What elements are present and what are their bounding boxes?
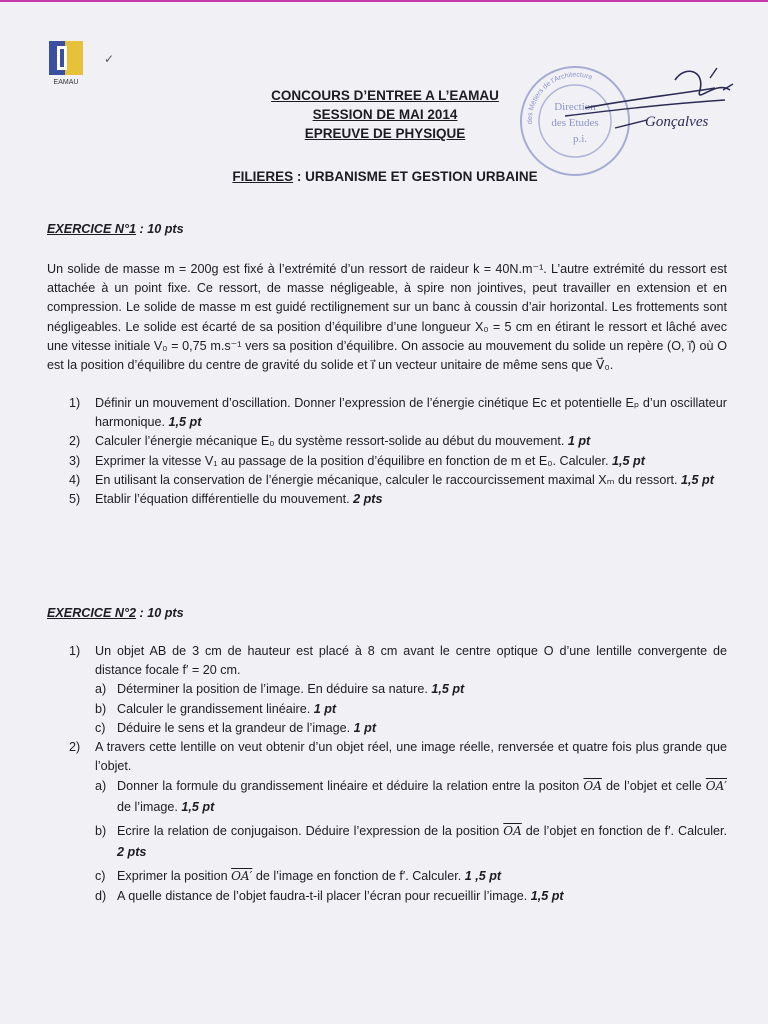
- question-item: [47, 452, 727, 471]
- eamau-logo: [48, 40, 84, 86]
- sub-question-letter: a): [95, 779, 107, 794]
- sub-question-item: [47, 887, 727, 906]
- question-number: 3): [69, 453, 81, 468]
- sub-question-points: 1 pt: [310, 701, 337, 716]
- logo-text: EAMAU: [53, 79, 79, 86]
- vector-oa: $\overline{OA}$: [503, 824, 522, 839]
- sub-question-points: 2 pts: [117, 845, 147, 860]
- vector-oa: $\overline{OA}$: [583, 779, 602, 794]
- handwritten-signature: [555, 60, 768, 155]
- sub-question-points: 1,5 pt: [427, 682, 465, 697]
- sub-question-item: [47, 700, 727, 719]
- question-points: 1,5 pt: [677, 472, 714, 487]
- question-number: 1): [69, 644, 81, 658]
- stamp-text-1: Direction: [554, 101, 596, 113]
- question-number: 4): [69, 472, 81, 487]
- exercise-1-statement: Un solide de masse m = 200g est fixé à l’extrémité d’un ressort de raideur k = 40N.m⁻¹. L’autre extrémité du ressort est attachée à un point fixe. Ce ressort, de masse négligeable, à spire non jointives, peut travailler en extension et en compression. Le solide de masse m est guidé rectilignement sur un banc à coussin d’air horizontal. Les frottements sont négligeables. Le solide est écarté de sa position d’équilibre d’une longueur X₀ = 5 cm en étirant le ressort et lâché avec une vitesse initiale V₀ = 0,75 m.s⁻¹ vers sa position d’équilibre. On associe au mouvement du solide un repère (O, i⃗) où O est la position d’équilibre du centre de gravité du solide et i⃗ un vecteur unitaire de même sens que V⃗₀.: [47, 262, 727, 373]
- exercise-1-questions: [47, 394, 727, 509]
- subject-title: EPREUVE DE PHYSIQUE: [304, 126, 466, 141]
- question-text: Calculer l’énergie mécanique E₀ du système ressort-solide au début du mouvement.: [95, 434, 565, 449]
- exercise-2-heading: EXERCICE N°2: [47, 606, 137, 620]
- sub-question-text: Déterminer la position de l’image. En déduire sa nature.: [117, 682, 428, 697]
- question-points: 1,5 pt: [165, 415, 202, 430]
- sub-question-text: Calculer le grandissement linéaire.: [117, 701, 311, 716]
- sub-question-item: [47, 776, 727, 818]
- sub-question-letter: b): [95, 824, 107, 839]
- question-text: Etablir l’équation différentielle du mouvement.: [95, 492, 350, 507]
- signature-text: Gonçalves: [645, 114, 709, 130]
- question-item: [47, 394, 727, 432]
- sub-question-text: de l’image.: [117, 800, 178, 815]
- exercise-2-title: [47, 604, 727, 623]
- sub-question-letter: d): [95, 889, 107, 904]
- question-number: 2): [69, 434, 81, 449]
- sub-question-item: [47, 866, 727, 887]
- question-text: Définir un mouvement d’oscillation. Donner l’expression de l’énergie cinétique Eс et potentielle Eₚ d’un oscillateur harmonique.: [95, 396, 727, 430]
- question-points: 2 pts: [349, 492, 383, 507]
- filieres-label: FILIERES: [232, 169, 294, 184]
- sub-question-points: 1 pt: [350, 720, 377, 735]
- question-item: [47, 432, 727, 451]
- exercise-1-heading: EXERCICE N°1: [47, 222, 137, 236]
- sub-question-item: [47, 821, 727, 863]
- question-text: A travers cette lentille on veut obtenir d’un objet réel, une image réelle, renversée et quatre fois plus grande que l’objet.: [95, 740, 727, 774]
- stamp-ring-text: des Métiers de l'Architecture: [526, 71, 594, 125]
- sub-question-letter: c): [95, 720, 106, 735]
- exercise-2-questions: [47, 642, 727, 907]
- question-points: 1,5 pt: [608, 453, 645, 468]
- question-number: 2): [69, 740, 81, 755]
- sub-question-points: 1,5 pt: [177, 800, 215, 815]
- sub-question-points: 1 ,5 pt: [461, 869, 502, 884]
- sub-question-letter: b): [95, 701, 107, 716]
- sub-question-text: Déduire le sens et la grandeur de l’image.: [117, 720, 351, 735]
- exercise-1-points: : 10 pts: [136, 222, 184, 236]
- sub-question-text: Donner la formule du grandissement linéaire et déduire la relation entre la positon: [117, 779, 584, 794]
- sub-question-text: Exprimer la position: [117, 869, 232, 884]
- sub-question-item: [47, 719, 727, 738]
- sub-question-letter: a): [95, 682, 107, 697]
- question-text: Un objet AB de 3 cm de hauteur est placé à 8 cm avant le centre optique O d’une lentille convergente de distance focale f′ = 20 cm.: [95, 644, 727, 678]
- question-item: [47, 642, 727, 680]
- question-points: 1 pt: [564, 434, 591, 449]
- stamp-text-3: p.i.: [572, 133, 588, 145]
- question-text: En utilisant la conservation de l’énergie mécanique, calculer le raccourcissement maximal Xₘ du ressort.: [95, 472, 678, 487]
- sub-question-text: de l’objet et celle: [601, 779, 706, 794]
- sub-question-item: [47, 680, 727, 699]
- question-number: 5): [69, 492, 81, 507]
- vector-oa-prime: OA′: [705, 779, 727, 794]
- exercise-1-title: [47, 220, 727, 239]
- question-item: [47, 471, 727, 490]
- question-text: Exprimer la vitesse V₁ au passage de la position d’équilibre en fonction de m et E₀. Calculer.: [95, 453, 609, 468]
- filieres-value: : URBANISME ET GESTION URBAINE: [293, 169, 538, 184]
- question-number: 1): [69, 396, 81, 410]
- contest-title: CONCOURS D’ENTREE A L’EAMAU: [271, 88, 499, 103]
- sub-question-text: de l’image en fonction de f′. Calculer.: [252, 869, 462, 884]
- vector-oa-prime: OA′: [231, 869, 253, 884]
- check-mark-icon: ✓: [104, 52, 115, 66]
- sub-question-text: Ecrire la relation de conjugaison. Déduire l’expression de la position: [117, 824, 504, 839]
- sub-question-letter: c): [95, 869, 106, 884]
- stamp-text-2: des Etudes: [551, 117, 599, 129]
- sub-question-points: 1,5 pt: [527, 889, 564, 904]
- sub-question-text: A quelle distance de l’objet faudra-t-il placer l’écran pour recueillir l’image.: [117, 889, 528, 904]
- session-title: SESSION DE MAI 2014: [312, 107, 458, 122]
- sub-question-text: de l’objet en fonction de f′. Calculer.: [521, 824, 728, 839]
- exercise-2-points: : 10 pts: [136, 606, 184, 620]
- question-item: [47, 490, 727, 509]
- question-item: [47, 738, 727, 776]
